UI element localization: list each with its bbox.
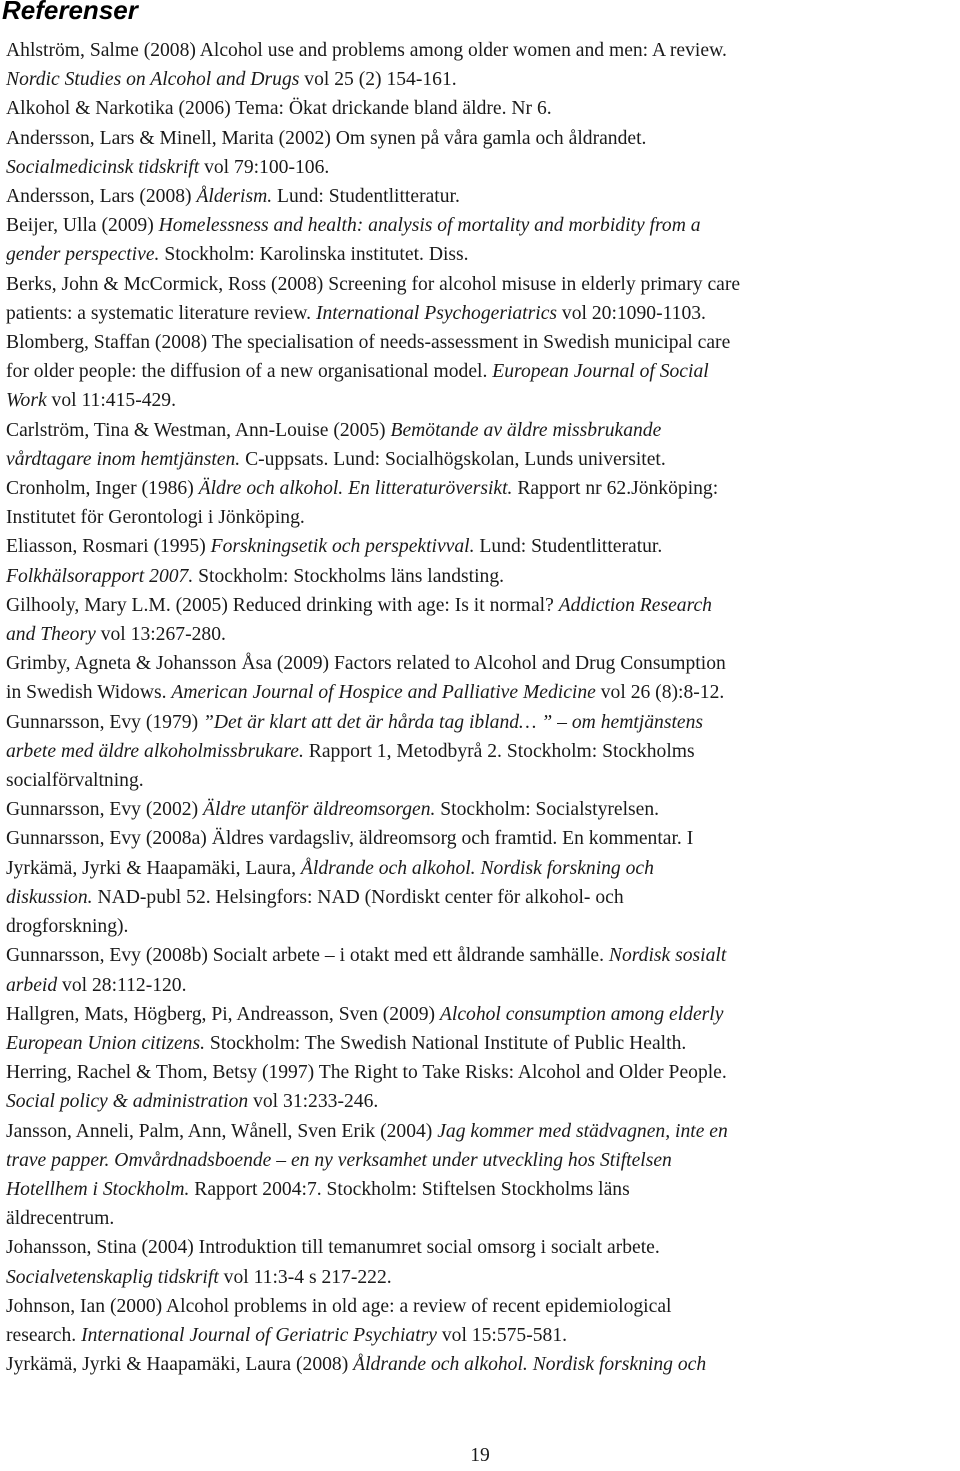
reference-italic-text: arbeid [6, 974, 58, 996]
reference-text: Rapport nr 62.Jönköping: [512, 478, 719, 500]
reference-line [6, 1000, 960, 1029]
reference-text: Johnson, Ian (2000) Alcohol problems in old age: a review of recent epidemiological [6, 1295, 672, 1317]
reference-text: Berks, John & McCormick, Ross (2008) Screening for alcohol misuse in elderly primary care [6, 273, 741, 295]
reference-text: Carlström, Tina & Westman, Ann-Louise (2005) [6, 419, 391, 441]
reference-entry [6, 1000, 960, 1058]
reference-line [6, 270, 960, 299]
reference-line [6, 678, 960, 707]
reference-text: vol 11:3-4 s 217-222. [218, 1266, 392, 1288]
reference-entry [6, 941, 960, 999]
reference-line [6, 883, 960, 912]
reference-entry [6, 36, 960, 94]
reference-italic-text: Socialmedicinsk tidskrift [6, 156, 200, 178]
reference-text: vol 26 (8):8-12. [595, 682, 725, 704]
reference-text: vol 25 (2) 154-161. [299, 69, 457, 91]
reference-line [6, 182, 960, 211]
reference-text: Ahlström, Salme (2008) Alcohol use and problems among older women and men: A review. [6, 40, 727, 61]
reference-italic-text: trave papper. Omvårdnadsboende – en ny verksamhet under utveckling hos Stiftelsen [6, 1149, 672, 1171]
reference-italic-text: Forskningsetik och perspektivval. [210, 536, 475, 558]
reference-text: research. [6, 1324, 82, 1346]
reference-text: Andersson, Lars & Minell, Marita (2002) Om synen på våra gamla och åldrandet. [6, 127, 647, 149]
reference-entry [6, 649, 960, 707]
reference-line [6, 1233, 960, 1262]
reference-italic-text: Hotellhem i Stockholm. [6, 1178, 190, 1200]
reference-italic-text: Jag kommer med städvagnen, inte en [437, 1120, 728, 1142]
reference-text: patients: a systematic literature review. [6, 302, 316, 324]
reference-text: Beijer, Ulla (2009) [6, 215, 159, 237]
reference-italic-text: vårdtagare inom hemtjänsten. [6, 448, 241, 470]
reference-italic-text: Äldre och alkohol. En litteraturöversikt. [198, 478, 513, 500]
reference-line [6, 971, 960, 1000]
reference-line [6, 474, 960, 503]
reference-text: Stockholm: The Swedish National Institute of Public Health. [205, 1032, 687, 1054]
reference-line [6, 912, 960, 941]
reference-italic-text: Åldrande och alkohol. Nordisk forskning och [353, 1354, 707, 1376]
reference-italic-text: Äldre utanför äldreomsorgen. [203, 799, 436, 821]
reference-entry [6, 795, 960, 824]
reference-italic-text: Nordic Studies on Alcohol and Drugs [6, 69, 300, 91]
reference-italic-text: International Journal of Geriatric Psychiatry [81, 1324, 437, 1346]
reference-text: in Swedish Widows. [6, 682, 172, 704]
reference-text: drogforskning). [6, 916, 129, 938]
reference-text: Eliasson, Rosmari (1995) [6, 536, 211, 558]
reference-entry [6, 416, 960, 474]
reference-italic-text: and Theory [6, 624, 96, 646]
reference-text: Stockholm: Karolinska institutet. Diss. [159, 244, 469, 266]
reference-entry [6, 1233, 960, 1291]
reference-text: äldrecentrum. [6, 1208, 115, 1230]
reference-line [6, 766, 960, 795]
reference-text: Institutet för Gerontologi i Jönköping. [6, 507, 305, 529]
reference-text: Johansson, Stina (2004) Introduktion till temanumret social omsorg i socialt arbete. [6, 1237, 660, 1259]
reference-line [6, 1058, 960, 1087]
reference-italic-text: Social policy & administration [6, 1091, 249, 1113]
reference-text: Lund: Studentlitteratur. [474, 536, 663, 558]
reference-text: Rapport 2004:7. Stockholm: Stiftelsen Stockholms läns [189, 1178, 630, 1200]
reference-text: Grimby, Agneta & Johansson Åsa (2009) Factors related to Alcohol and Drug Consumption [6, 653, 726, 675]
reference-text: Gunnarsson, Evy (2002) [6, 799, 203, 821]
reference-line [6, 1350, 960, 1379]
reference-italic-text: European Union citizens. [6, 1032, 205, 1054]
reference-text: socialförvaltning. [6, 770, 144, 792]
reference-entry [6, 124, 960, 182]
reference-line [6, 36, 960, 65]
reference-line [6, 1263, 960, 1292]
reference-text: vol 31:233-246. [248, 1091, 379, 1113]
reference-text: Cronholm, Inger (1986) [6, 478, 199, 500]
reference-entry [6, 532, 960, 561]
reference-text: Jansson, Anneli, Palm, Ann, Wånell, Sven Erik (2004) [6, 1120, 438, 1142]
reference-line [6, 649, 960, 678]
reference-list [6, 36, 960, 1379]
reference-text: Stockholm: Socialstyrelsen. [435, 799, 660, 821]
reference-text: vol 79:100-106. [199, 156, 330, 178]
reference-line [6, 1175, 960, 1204]
reference-line [6, 708, 960, 737]
reference-line [6, 328, 960, 357]
reference-line [6, 532, 960, 561]
reference-line [6, 737, 960, 766]
reference-italic-text: Ålderism. [196, 186, 273, 208]
reference-text: Gilhooly, Mary L.M. (2005) Reduced drinking with age: Is it normal? [6, 594, 559, 616]
reference-line [6, 65, 960, 94]
reference-text: Gunnarsson, Evy (2008b) Socialt arbete – i otakt med ett åldrande samhälle. [6, 945, 609, 967]
reference-text: Herring, Rachel & Thom, Betsy (1997) The Right to Take Risks: Alcohol and Older People. [6, 1062, 727, 1084]
reference-line [6, 416, 960, 445]
reference-entry [6, 474, 960, 532]
reference-text: for older people: the diffusion of a new organisational model. [6, 361, 493, 383]
reference-text: Lund: Studentlitteratur. [272, 186, 460, 208]
reference-italic-text: International Psychogeriatrics [315, 302, 558, 324]
reference-line [6, 795, 960, 824]
reference-line [6, 591, 960, 620]
reference-line [6, 1087, 960, 1116]
reference-line [6, 1321, 960, 1350]
reference-italic-text: arbete med äldre alkoholmissbrukare. [6, 740, 304, 762]
reference-text: Andersson, Lars (2008) [6, 186, 197, 208]
reference-italic-text: Addiction Research [558, 594, 712, 616]
reference-text: Alkohol & Narkotika (2006) Tema: Ökat drickande bland äldre. Nr 6. [6, 98, 552, 120]
reference-line [6, 386, 960, 415]
reference-entry [6, 1117, 960, 1234]
reference-entry [6, 1058, 960, 1116]
reference-text: Hallgren, Mats, Högberg, Pi, Andreasson, Sven (2009) [6, 1003, 440, 1025]
section-heading: Referenser [2, 0, 138, 25]
reference-italic-text: European Journal of Social [492, 361, 709, 383]
reference-entry [6, 328, 960, 416]
reference-entry [6, 1350, 960, 1379]
reference-entry [6, 562, 960, 591]
reference-text: Gunnarsson, Evy (2008a) Äldres vardagsliv, äldreomsorg och framtid. En kommentar. I [6, 828, 694, 850]
reference-italic-text: Åldrande och alkohol. Nordisk forskning och [300, 857, 654, 879]
reference-text: vol 28:112-120. [57, 974, 187, 996]
reference-line [6, 941, 960, 970]
reference-text: Blomberg, Staffan (2008) The specialisation of needs-assessment in Swedish municipal care [6, 332, 731, 354]
reference-italic-text: Socialvetenskaplig tidskrift [6, 1266, 219, 1288]
reference-entry [6, 824, 960, 941]
reference-line [6, 445, 960, 474]
reference-italic-text: gender perspective. [6, 244, 160, 266]
reference-text: vol 15:575-581. [436, 1324, 568, 1346]
reference-entry [6, 591, 960, 649]
reference-text: vol 11:415-429. [46, 390, 177, 412]
reference-line [6, 153, 960, 182]
reference-line [6, 299, 960, 328]
reference-italic-text: Bemötande av äldre missbrukande [390, 419, 662, 441]
reference-italic-text: diskussion. [6, 886, 93, 908]
reference-entry [6, 708, 960, 796]
reference-entry [6, 211, 960, 269]
reference-text: NAD-publ 52. Helsingfors: NAD (Nordiskt center för alkohol- och [92, 886, 624, 908]
reference-entry [6, 94, 960, 123]
reference-text: Gunnarsson, Evy (1979) [6, 711, 203, 733]
reference-line [6, 1204, 960, 1233]
reference-line [6, 1292, 960, 1321]
reference-line [6, 620, 960, 649]
reference-italic-text: ”Det är klart att det är hårda tag ibland… ” – om hemtjänstens [203, 711, 704, 733]
reference-italic-text: Folkhälsorapport 2007. [6, 565, 194, 587]
reference-italic-text: Homelessness and health: analysis of mortality and morbidity from a [158, 215, 701, 237]
reference-text: Jyrkämä, Jyrki & Haapamäki, Laura (2008) [6, 1354, 354, 1376]
reference-entry [6, 182, 960, 211]
reference-text: Jyrkämä, Jyrki & Haapamäki, Laura, [6, 857, 301, 879]
reference-entry [6, 270, 960, 328]
reference-text: vol 13:267-280. [95, 624, 226, 646]
reference-line [6, 1029, 960, 1058]
reference-line [6, 211, 960, 240]
reference-entry [6, 1292, 960, 1350]
reference-text: Rapport 1, Metodbyrå 2. Stockholm: Stockholms [303, 740, 695, 762]
reference-italic-text: Work [6, 390, 47, 412]
reference-italic-text: Alcohol consumption among elderly [439, 1003, 724, 1025]
reference-line [6, 240, 960, 269]
reference-line [6, 1117, 960, 1146]
reference-text: vol 20:1090-1103. [557, 302, 706, 324]
reference-line [6, 1146, 960, 1175]
reference-line [6, 124, 960, 153]
reference-text: Stockholm: Stockholms läns landsting. [193, 565, 505, 587]
reference-line [6, 562, 960, 591]
reference-text: C-uppsats. Lund: Socialhögskolan, Lunds universitet. [240, 448, 666, 470]
reference-line [6, 94, 960, 123]
reference-line [6, 503, 960, 532]
page-number: 19 [470, 1445, 490, 1466]
reference-line [6, 357, 960, 386]
reference-line [6, 824, 960, 853]
reference-italic-text: American Journal of Hospice and Palliative Medicine [171, 682, 596, 704]
reference-line [6, 854, 960, 883]
reference-italic-text: Nordisk sosialt [608, 945, 727, 967]
